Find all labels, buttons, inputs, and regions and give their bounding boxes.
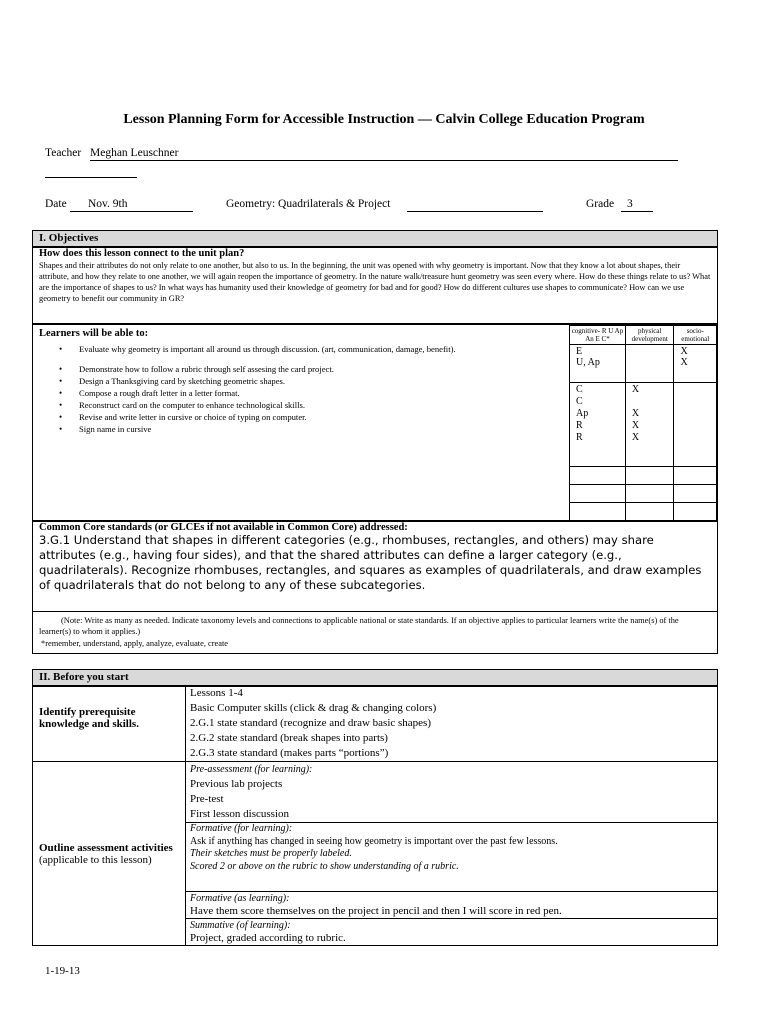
cog-value: C xyxy=(576,396,583,407)
summative-cell xyxy=(186,919,718,946)
prereq-line: Lessons 1-4 xyxy=(190,687,243,699)
objectives-list xyxy=(33,343,563,435)
physical-cell xyxy=(625,345,674,383)
date-field[interactable] xyxy=(70,198,193,212)
list-item: • Sign name in cursive xyxy=(33,423,563,435)
list-item: • Demonstrate how to follow a rubric through self assesing the card project. xyxy=(33,363,563,375)
list-item: • Evaluate why geometry is important all around us through discussion. (art, communication, damage, benefit). xyxy=(33,343,563,355)
social-cell xyxy=(674,383,717,467)
cognitive-cell xyxy=(570,345,626,383)
physical-cell xyxy=(625,383,674,467)
formative-as-line: Have them score themselves on the project in pencil and then I will score in red pen. xyxy=(190,905,562,917)
cog-value: Ap xyxy=(576,408,589,419)
grade-label: Grade xyxy=(586,198,615,210)
assess-sub: (applicable to this lesson) xyxy=(39,853,152,866)
cognitive-cell xyxy=(570,383,626,467)
taxonomy-grid xyxy=(569,325,717,521)
prereq-label: Identify prerequisite knowledge and skills. xyxy=(33,686,186,762)
formative-as-title: Formative (as learning): xyxy=(190,893,290,904)
assess-label: Outline assessment activities xyxy=(39,841,173,854)
formative-title: Formative (for learning): xyxy=(190,823,293,834)
taxonomy-note: *remember, understand, apply, analyze, evaluate, create xyxy=(41,639,228,648)
cog-value: R xyxy=(576,420,583,431)
phys-value: X xyxy=(631,432,640,443)
cog-value: R xyxy=(576,432,583,443)
pre-line: Pre-test xyxy=(190,793,224,805)
summative-title: Summative (of learning): xyxy=(190,920,291,931)
prereq-line: 2.G.1 state standard (recognize and draw basic shapes) xyxy=(190,717,431,729)
learners-box xyxy=(32,324,718,522)
assess-label-cell xyxy=(33,762,186,946)
col-physical: physical development xyxy=(625,326,674,345)
col-cognitive: cognitive- R U Ap An E C* xyxy=(570,326,626,345)
grade-field[interactable] xyxy=(621,198,653,212)
connect-question: How does this lesson connect to the unit plan? xyxy=(39,248,245,259)
col-social: socio- emotional xyxy=(674,326,717,345)
date-value: Nov. 9th xyxy=(88,198,128,210)
form-title: Lesson Planning Form for Accessible Instruction — Calvin College Education Program xyxy=(123,112,645,127)
formative-as-cell xyxy=(186,892,718,919)
standards-note: (Note: Write as many as needed. Indicate taxonomy levels and connections to applicable national or state standards. If an objective applies to particular learners write the name(s) of the learner(s) to whom it applies.) xyxy=(39,616,679,636)
soc-value: X xyxy=(680,357,688,368)
before-header: II. Before you start xyxy=(32,669,718,687)
formative-italic: Their sketches must be properly labeled. xyxy=(190,848,352,859)
footer-date: 1-19-13 xyxy=(45,965,80,977)
teacher-label: Teacher xyxy=(45,147,82,159)
pre-line: First lesson discussion xyxy=(190,808,290,820)
phys-value xyxy=(632,396,673,408)
standards-label: Common Core standards (or GLCEs if not available in Common Core) addressed: xyxy=(39,522,408,533)
topic-text: Geometry: Quadrilaterals & Project xyxy=(226,198,391,210)
prereq-line: 2.G.3 state standard (makes parts “portions”) xyxy=(190,747,389,759)
list-item: • Revise and write letter in cursive or choice of typing on computer. xyxy=(33,411,563,423)
cog-value: U, Ap xyxy=(576,357,600,368)
formative-cell xyxy=(186,823,718,892)
summative-line: Project, graded according to rubric. xyxy=(190,932,346,944)
list-item: • Design a Thanksgiving card by sketching geometric shapes. xyxy=(33,375,563,387)
standards-text: 3.G.1 Understand that shapes in different categories (e.g., rhombuses, rectangles, and others) may share attributes (e.g., having four sides), and that the shared attributes can define a larger category (e.g., quadrilaterals). Recognize rhombuses, rectangles, and squares as examples of quadrilaterals, and draw examples of quadrilaterals that do not belong to any of these subcategories. xyxy=(39,533,702,592)
objectives-header: I. Objectives xyxy=(32,230,718,248)
phys-value: X xyxy=(631,384,640,395)
prereq-line: 2.G.2 state standard (break shapes into parts) xyxy=(190,732,388,744)
teacher-name: Meghan Leuschner xyxy=(90,147,179,159)
phys-value: X xyxy=(631,420,640,431)
cog-value: C xyxy=(576,384,583,395)
prereq-cell xyxy=(186,686,718,762)
pre-title: Pre-assessment (for learning): xyxy=(190,764,313,775)
pre-assessment-cell xyxy=(186,762,718,823)
list-item: • Reconstruct card on the computer to enhance technological skills. xyxy=(33,399,563,411)
pre-line: Previous lab projects xyxy=(190,778,283,790)
learners-label: Learners will be able to: xyxy=(39,328,149,339)
formative-line: Ask if anything has changed in seeing how geometry is important over the past few lessons. xyxy=(190,835,558,847)
cog-value: E xyxy=(576,346,583,357)
teacher-row xyxy=(45,147,81,159)
grade-value: 3 xyxy=(627,198,633,210)
list-item: • Compose a rough draft letter in a letter format. xyxy=(33,387,563,399)
soc-value: X xyxy=(680,346,688,357)
formative-italic: Scored 2 or above on the rubric to show understanding of a rubric. xyxy=(190,860,459,872)
connect-text: Shapes and their attributes do not only relate to one another, but also to us. In the beginning, the unit was opened with why geometry is important. Now that they know a lot about shapes, their attribute, and how they relate to one another, we will again reopen the importance of geometry. In the nature walk/treasure hunt geometry was seen every where. How do these things relate to us? What are the importance of shapes to us? In what ways has humanity used their knowledge of geometry for bad and for good? How do different cultures use shapes to communicate? How can we use geometry to benefit our community in GR? xyxy=(39,261,711,303)
teacher-field[interactable] xyxy=(90,147,678,161)
date-label: Date xyxy=(45,198,67,210)
topic-field[interactable] xyxy=(407,198,543,212)
standards-box xyxy=(32,520,718,654)
prereq-line: Basic Computer skills (click & drag & changing colors) xyxy=(190,702,437,714)
social-cell xyxy=(674,345,717,383)
before-table xyxy=(32,685,718,946)
connect-box xyxy=(32,246,718,324)
phys-value: X xyxy=(631,408,640,419)
teacher-field-overflow xyxy=(45,165,137,178)
